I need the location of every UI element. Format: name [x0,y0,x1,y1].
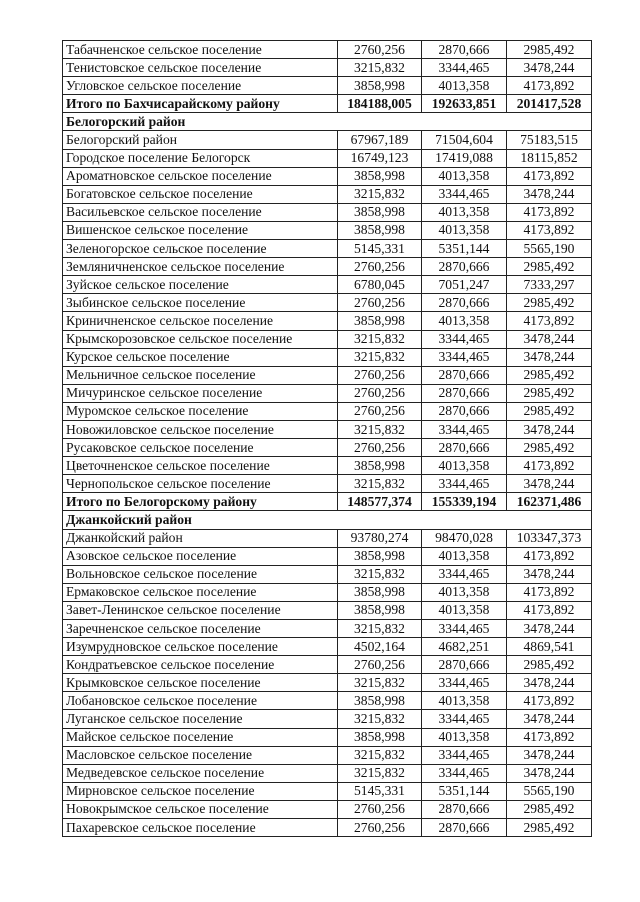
settlement-name-cell: Цветочненское сельское поселение [63,457,338,475]
district-total-row [63,95,592,113]
value-cell-2: 3344,465 [422,475,507,493]
value-cell-1: 2760,256 [338,41,422,59]
value-cell-2: 71504,604 [422,131,507,149]
value-cell-1: 184188,005 [338,95,422,113]
settlement-name-cell: Заречненское сельское поселение [63,620,338,638]
value-cell-1: 3858,998 [338,167,422,185]
table-row [63,402,592,420]
value-cell-3: 4173,892 [507,167,592,185]
value-cell-2: 2870,666 [422,384,507,402]
value-cell-3: 2985,492 [507,656,592,674]
value-cell-1: 3215,832 [338,185,422,203]
table-row [63,746,592,764]
table-row [63,692,592,710]
value-cell-3: 4173,892 [507,728,592,746]
value-cell-3: 3478,244 [507,674,592,692]
value-cell-3: 4173,892 [507,457,592,475]
value-cell-2: 4013,358 [422,203,507,221]
value-cell-1: 3215,832 [338,710,422,728]
table-row [63,475,592,493]
value-cell-1: 3215,832 [338,475,422,493]
table-row [63,674,592,692]
value-cell-2: 4013,358 [422,583,507,601]
settlement-name-cell: Курское сельское поселение [63,348,338,366]
district-header-row [63,113,592,131]
budget-table-body [63,41,592,837]
value-cell-1: 5145,331 [338,240,422,258]
value-cell-2: 3344,465 [422,764,507,782]
table-row [63,656,592,674]
district-name: Джанкойский район [63,511,592,529]
value-cell-3: 3478,244 [507,185,592,203]
table-row [63,348,592,366]
table-row [63,819,592,837]
value-cell-2: 4013,358 [422,547,507,565]
table-row [63,529,592,547]
value-cell-1: 3215,832 [338,565,422,583]
value-cell-3: 201417,528 [507,95,592,113]
value-cell-2: 3344,465 [422,185,507,203]
settlement-name-cell: Пахаревское сельское поселение [63,819,338,837]
table-row [63,131,592,149]
settlement-name-cell: Русаковское сельское поселение [63,439,338,457]
settlement-name-cell: Угловское сельское поселение [63,77,338,95]
settlement-name-cell: Итого по Бахчисарайскому району [63,95,338,113]
value-cell-3: 18115,852 [507,149,592,167]
value-cell-3: 2985,492 [507,384,592,402]
value-cell-3: 2985,492 [507,258,592,276]
budget-table [62,40,592,837]
value-cell-3: 3478,244 [507,565,592,583]
value-cell-1: 3858,998 [338,583,422,601]
value-cell-2: 4013,358 [422,601,507,619]
table-row [63,782,592,800]
value-cell-3: 7333,297 [507,276,592,294]
value-cell-2: 5351,144 [422,240,507,258]
value-cell-1: 2760,256 [338,439,422,457]
value-cell-3: 2985,492 [507,800,592,818]
settlement-name-cell: Земляничненское сельское поселение [63,258,338,276]
table-row [63,439,592,457]
value-cell-3: 3478,244 [507,330,592,348]
value-cell-3: 5565,190 [507,240,592,258]
value-cell-2: 192633,851 [422,95,507,113]
value-cell-2: 5351,144 [422,782,507,800]
value-cell-1: 2760,256 [338,656,422,674]
table-row [63,620,592,638]
settlement-name-cell: Крымковское сельское поселение [63,674,338,692]
table-row [63,420,592,438]
value-cell-1: 3858,998 [338,221,422,239]
table-row [63,312,592,330]
settlement-name-cell: Ароматновское сельское поселение [63,167,338,185]
value-cell-3: 3478,244 [507,746,592,764]
settlement-name-cell: Мирновское сельское поселение [63,782,338,800]
table-row [63,800,592,818]
district-total-row [63,493,592,511]
value-cell-3: 3478,244 [507,620,592,638]
settlement-name-cell: Луганское сельское поселение [63,710,338,728]
value-cell-1: 2760,256 [338,258,422,276]
value-cell-1: 4502,164 [338,638,422,656]
value-cell-2: 3344,465 [422,746,507,764]
settlement-name-cell: Новожиловское сельское поселение [63,420,338,438]
value-cell-2: 2870,666 [422,366,507,384]
value-cell-1: 3858,998 [338,77,422,95]
settlement-name-cell: Богатовское сельское поселение [63,185,338,203]
settlement-name-cell: Завет-Ленинское сельское поселение [63,601,338,619]
value-cell-1: 67967,189 [338,131,422,149]
settlement-name-cell: Васильевское сельское поселение [63,203,338,221]
value-cell-3: 103347,373 [507,529,592,547]
settlement-name-cell: Медведевское сельское поселение [63,764,338,782]
settlement-name-cell: Вишенское сельское поселение [63,221,338,239]
table-row [63,728,592,746]
settlement-name-cell: Зуйское сельское поселение [63,276,338,294]
value-cell-2: 17419,088 [422,149,507,167]
value-cell-3: 4173,892 [507,312,592,330]
value-cell-1: 6780,045 [338,276,422,294]
value-cell-2: 4013,358 [422,692,507,710]
value-cell-1: 3215,832 [338,330,422,348]
value-cell-3: 2985,492 [507,819,592,837]
settlement-name-cell: Новокрымское сельское поселение [63,800,338,818]
table-row [63,203,592,221]
value-cell-1: 2760,256 [338,384,422,402]
value-cell-2: 3344,465 [422,330,507,348]
value-cell-1: 2760,256 [338,366,422,384]
value-cell-3: 3478,244 [507,59,592,77]
settlement-name-cell: Джанкойский район [63,529,338,547]
settlement-name-cell: Мичуринское сельское поселение [63,384,338,402]
settlement-name-cell: Зеленогорское сельское поселение [63,240,338,258]
settlement-name-cell: Кондратьевское сельское поселение [63,656,338,674]
value-cell-1: 3858,998 [338,457,422,475]
value-cell-3: 5565,190 [507,782,592,800]
table-row [63,330,592,348]
table-row [63,601,592,619]
value-cell-3: 4173,892 [507,221,592,239]
value-cell-2: 3344,465 [422,565,507,583]
value-cell-2: 4013,358 [422,728,507,746]
value-cell-1: 3858,998 [338,312,422,330]
settlement-name-cell: Итого по Белогорскому району [63,493,338,511]
settlement-name-cell: Изумрудновское сельское поселение [63,638,338,656]
table-row [63,547,592,565]
settlement-name-cell: Тенистовское сельское поселение [63,59,338,77]
value-cell-3: 75183,515 [507,131,592,149]
value-cell-3: 4173,892 [507,203,592,221]
value-cell-1: 3215,832 [338,420,422,438]
value-cell-2: 3344,465 [422,348,507,366]
value-cell-2: 3344,465 [422,59,507,77]
settlement-name-cell: Майское сельское поселение [63,728,338,746]
value-cell-3: 4173,892 [507,583,592,601]
value-cell-2: 2870,666 [422,258,507,276]
value-cell-3: 4173,892 [507,601,592,619]
value-cell-1: 3215,832 [338,348,422,366]
settlement-name-cell: Городское поселение Белогорск [63,149,338,167]
value-cell-3: 2985,492 [507,402,592,420]
table-row [63,764,592,782]
value-cell-3: 3478,244 [507,710,592,728]
value-cell-3: 4173,892 [507,547,592,565]
value-cell-1: 2760,256 [338,294,422,312]
value-cell-2: 2870,666 [422,402,507,420]
settlement-name-cell: Масловское сельское поселение [63,746,338,764]
settlement-name-cell: Зыбинское сельское поселение [63,294,338,312]
value-cell-1: 3215,832 [338,764,422,782]
settlement-name-cell: Ермаковское сельское поселение [63,583,338,601]
value-cell-2: 2870,666 [422,41,507,59]
district-name: Белогорский район [63,113,592,131]
value-cell-1: 3858,998 [338,601,422,619]
settlement-name-cell: Чернопольское сельское поселение [63,475,338,493]
value-cell-2: 2870,666 [422,800,507,818]
value-cell-1: 3215,832 [338,59,422,77]
value-cell-1: 5145,331 [338,782,422,800]
table-row [63,294,592,312]
settlement-name-cell: Белогорский район [63,131,338,149]
value-cell-2: 3344,465 [422,710,507,728]
value-cell-3: 3478,244 [507,420,592,438]
settlement-name-cell: Криничненское сельское поселение [63,312,338,330]
table-row [63,583,592,601]
value-cell-2: 2870,666 [422,819,507,837]
table-row [63,710,592,728]
value-cell-3: 4173,892 [507,77,592,95]
table-row [63,638,592,656]
table-row [63,221,592,239]
table-row [63,276,592,294]
value-cell-3: 4869,541 [507,638,592,656]
value-cell-3: 2985,492 [507,41,592,59]
table-row [63,384,592,402]
table-row [63,149,592,167]
value-cell-1: 3858,998 [338,728,422,746]
value-cell-2: 4013,358 [422,457,507,475]
settlement-name-cell: Лобановское сельское поселение [63,692,338,710]
value-cell-3: 3478,244 [507,764,592,782]
value-cell-1: 2760,256 [338,819,422,837]
value-cell-2: 3344,465 [422,620,507,638]
value-cell-1: 16749,123 [338,149,422,167]
table-row [63,41,592,59]
value-cell-2: 4682,251 [422,638,507,656]
value-cell-3: 4173,892 [507,692,592,710]
table-row [63,457,592,475]
value-cell-1: 2760,256 [338,800,422,818]
value-cell-2: 2870,666 [422,439,507,457]
table-row [63,185,592,203]
value-cell-2: 4013,358 [422,221,507,239]
value-cell-3: 3478,244 [507,348,592,366]
value-cell-2: 4013,358 [422,312,507,330]
table-row [63,240,592,258]
value-cell-1: 148577,374 [338,493,422,511]
table-row [63,59,592,77]
value-cell-2: 4013,358 [422,77,507,95]
settlement-name-cell: Муромское сельское поселение [63,402,338,420]
value-cell-3: 2985,492 [507,439,592,457]
settlement-name-cell: Мельничное сельское поселение [63,366,338,384]
table-row [63,167,592,185]
value-cell-2: 7051,247 [422,276,507,294]
value-cell-1: 3215,832 [338,620,422,638]
settlement-name-cell: Вольновское сельское поселение [63,565,338,583]
settlement-name-cell: Табачненское сельское поселение [63,41,338,59]
table-row [63,77,592,95]
value-cell-2: 155339,194 [422,493,507,511]
value-cell-1: 3215,832 [338,674,422,692]
value-cell-2: 3344,465 [422,420,507,438]
table-row [63,258,592,276]
value-cell-2: 2870,666 [422,656,507,674]
value-cell-1: 3215,832 [338,746,422,764]
table-row [63,565,592,583]
value-cell-3: 2985,492 [507,366,592,384]
value-cell-1: 2760,256 [338,402,422,420]
value-cell-2: 2870,666 [422,294,507,312]
settlement-name-cell: Крымскорозовское сельское поселение [63,330,338,348]
value-cell-1: 3858,998 [338,547,422,565]
value-cell-2: 4013,358 [422,167,507,185]
table-row [63,366,592,384]
value-cell-3: 3478,244 [507,475,592,493]
value-cell-2: 3344,465 [422,674,507,692]
value-cell-3: 2985,492 [507,294,592,312]
value-cell-2: 98470,028 [422,529,507,547]
value-cell-1: 3858,998 [338,203,422,221]
value-cell-1: 93780,274 [338,529,422,547]
value-cell-1: 3858,998 [338,692,422,710]
district-header-row [63,511,592,529]
value-cell-3: 162371,486 [507,493,592,511]
settlement-name-cell: Азовское сельское поселение [63,547,338,565]
